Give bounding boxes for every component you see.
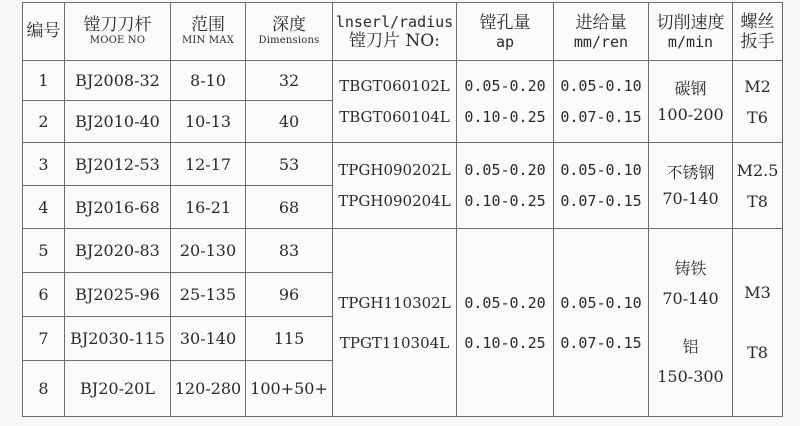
header-feed: 进给量 mm/ren — [554, 3, 649, 61]
group-inserts — [333, 229, 457, 417]
insert-code: TPGH090204L — [338, 191, 451, 210]
row-range: 12-17 — [171, 143, 246, 186]
row-no: 3 — [23, 143, 65, 186]
feed-value: 0.05-0.10 — [560, 293, 642, 312]
header-speed: 切削速度 m/min — [649, 3, 733, 61]
insert-code: TPGH110302L — [338, 293, 451, 312]
header-depth: 深度 Dimensions — [246, 3, 333, 61]
material-label: 铸铁 — [674, 258, 707, 278]
group-speed — [649, 143, 733, 229]
row-depth: 96 — [246, 273, 333, 317]
table-row — [23, 143, 783, 186]
row-model: BJ2025-96 — [65, 273, 171, 317]
header-thread: 螺丝 扳手 — [733, 3, 783, 61]
group-ap — [457, 143, 554, 229]
row-model: BJ2010-40 — [65, 101, 171, 143]
group-thread — [733, 229, 783, 417]
table-row — [23, 229, 783, 273]
header-range: 范围 MIN MAX — [171, 3, 246, 61]
row-model: BJ2008-32 — [65, 61, 171, 101]
group-ap — [457, 229, 554, 417]
row-range: 10-13 — [171, 101, 246, 143]
wrench-size: T8 — [747, 342, 768, 362]
row-no: 6 — [23, 273, 65, 317]
header-ap: 镗孔量 ap — [457, 3, 554, 61]
group-inserts — [333, 143, 457, 229]
row-model: BJ20-20L — [65, 361, 171, 417]
row-depth: 32 — [246, 61, 333, 101]
speed-value: 150-300 — [657, 366, 724, 386]
ap-value: 0.05-0.20 — [464, 76, 546, 95]
ap-value: 0.05-0.20 — [464, 293, 546, 312]
row-model: BJ2020-83 — [65, 229, 171, 273]
material-label: 铝 — [682, 336, 699, 356]
header-insert: lnserl/radius 镗刀片 NO: — [333, 3, 457, 61]
row-model: BJ2030-115 — [65, 317, 171, 361]
row-depth: 40 — [246, 101, 333, 143]
insert-code: TPGT110304L — [339, 333, 450, 352]
row-range: 8-10 — [171, 61, 246, 101]
group-thread — [733, 61, 783, 143]
wrench-size: T8 — [747, 191, 768, 211]
speed-value: 70-140 — [662, 288, 719, 308]
row-depth: 83 — [246, 229, 333, 273]
ap-value: 0.10-0.25 — [464, 107, 546, 126]
group-speed — [649, 229, 733, 417]
group-speed — [649, 61, 733, 143]
screw-size: M2 — [744, 76, 771, 96]
row-depth: 53 — [246, 143, 333, 186]
row-no: 7 — [23, 317, 65, 361]
screw-size: M3 — [744, 282, 771, 302]
row-depth: 115 — [246, 317, 333, 361]
material-label: 不锈钢 — [666, 162, 715, 182]
feed-value: 0.07-0.15 — [560, 191, 642, 210]
feed-value: 0.05-0.10 — [560, 76, 642, 95]
material-label: 碳钢 — [674, 78, 707, 98]
row-range: 25-135 — [171, 273, 246, 317]
boring-bar-spec-table — [22, 2, 783, 417]
group-ap — [457, 61, 554, 143]
insert-code: TBGT060102L — [339, 76, 450, 95]
group-feed — [554, 143, 649, 229]
wrench-size: T6 — [747, 107, 768, 127]
feed-value: 0.07-0.15 — [560, 333, 642, 352]
row-range: 16-21 — [171, 186, 246, 229]
speed-value: 70-140 — [662, 188, 719, 208]
row-no: 8 — [23, 361, 65, 417]
screw-size: M2.5 — [736, 160, 779, 180]
row-depth: 100+50+ — [246, 361, 333, 417]
feed-value: 0.07-0.15 — [560, 107, 642, 126]
ap-value: 0.10-0.25 — [464, 191, 546, 210]
speed-value: 100-200 — [657, 104, 724, 124]
group-feed — [554, 61, 649, 143]
row-model: BJ2012-53 — [65, 143, 171, 186]
feed-value: 0.05-0.10 — [560, 160, 642, 179]
ap-value: 0.05-0.20 — [464, 160, 546, 179]
insert-code: TBGT060104L — [339, 107, 450, 126]
ap-value: 0.10-0.25 — [464, 333, 546, 352]
row-range: 30-140 — [171, 317, 246, 361]
row-no: 4 — [23, 186, 65, 229]
row-depth: 68 — [246, 186, 333, 229]
row-no: 5 — [23, 229, 65, 273]
row-no: 2 — [23, 101, 65, 143]
row-range: 120-280 — [171, 361, 246, 417]
group-feed — [554, 229, 649, 417]
header-model: 镗刀刀杆 MOOE NO — [65, 3, 171, 61]
header-row — [23, 3, 783, 61]
row-range: 20-130 — [171, 229, 246, 273]
group-inserts — [333, 61, 457, 143]
group-thread — [733, 143, 783, 229]
table-row — [23, 61, 783, 101]
row-model: BJ2016-68 — [65, 186, 171, 229]
insert-code: TPGH090202L — [338, 160, 451, 179]
header-no: 编号 — [23, 3, 65, 61]
row-no: 1 — [23, 61, 65, 101]
